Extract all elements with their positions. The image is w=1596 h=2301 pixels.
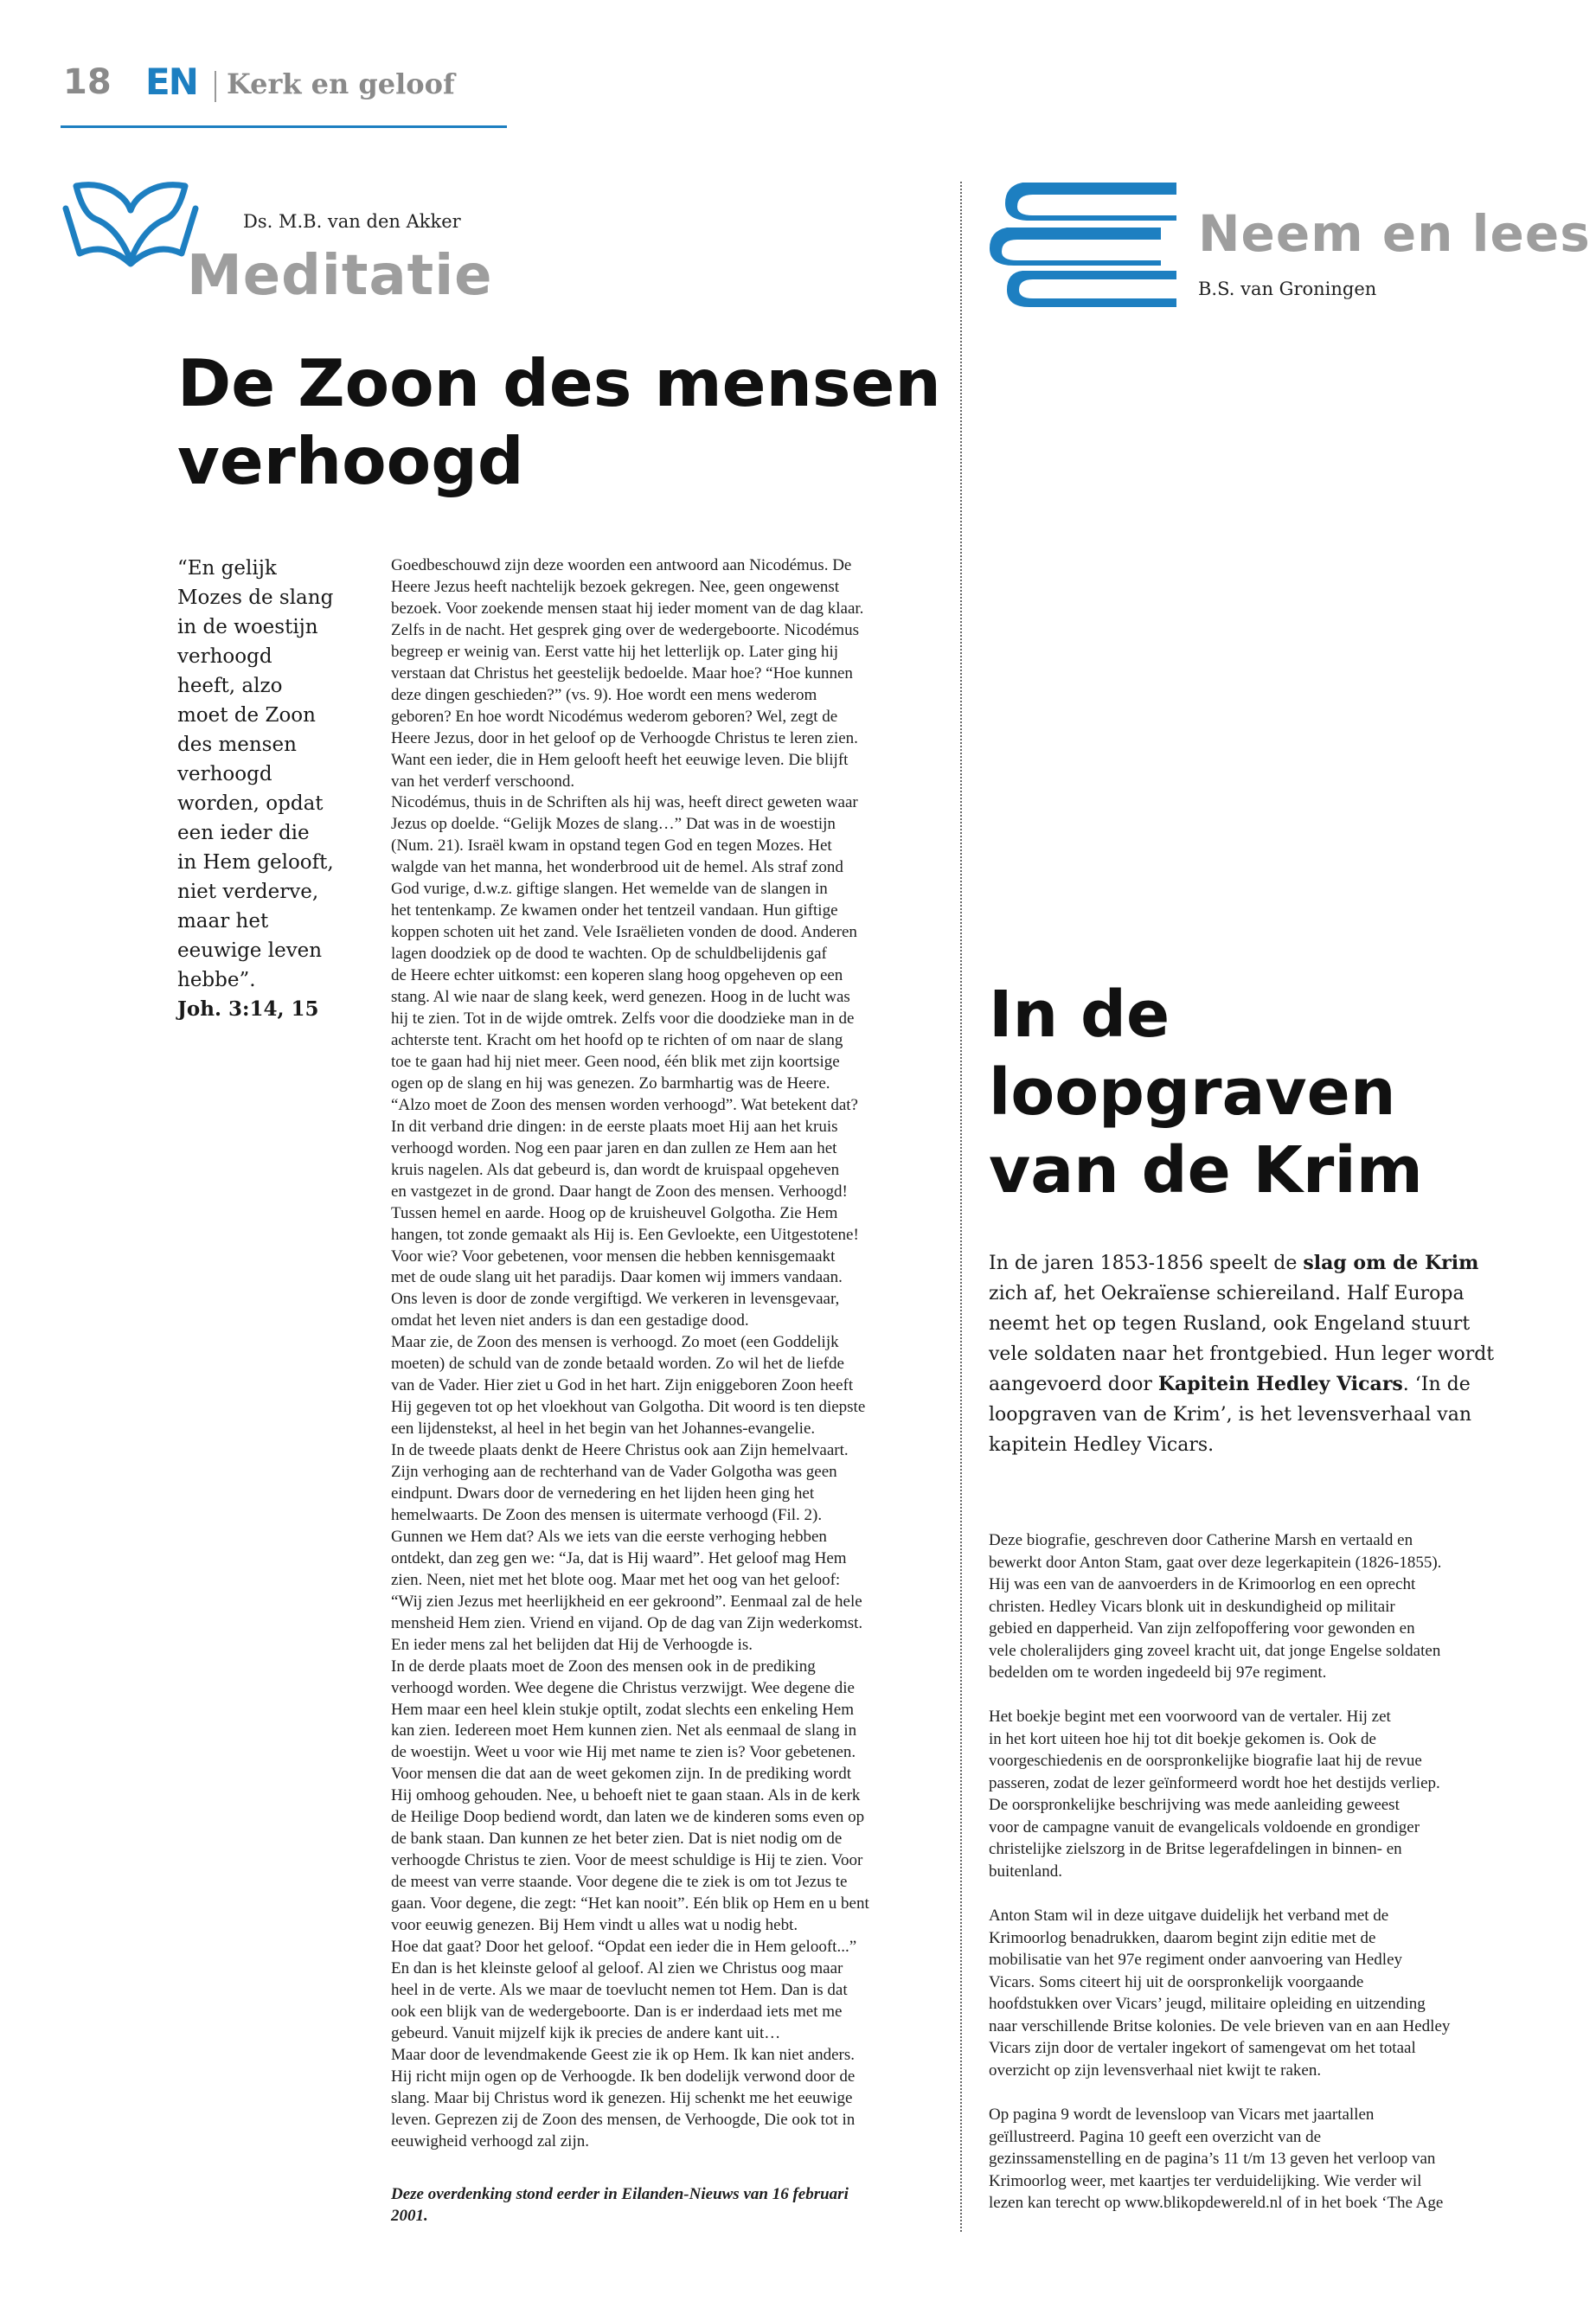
body-line: eeuwigheid verhoogd zal zijn. [391,2131,589,2150]
body-line: geïllustreerd. Pagina 10 geeft een overzicht van de [989,2127,1322,2146]
body-line: ogen op de slang en hij was genezen. Zo barmhartig was de Heere. [391,1074,830,1093]
body-line: En dan is het kleinste geloof al geloof. Al zien we Christus oog maar [391,1958,843,1977]
body-line: voor de campagne vanuit de evangelicals voldoende en grondiger [989,1817,1420,1836]
body-line: Zelfs in de nacht. Het gesprek ging over de wedergeboorte. Nicodémus [391,620,859,639]
body-line: moeten) de schuld van de zonde betaald worden. Zo wil het de liefde [391,1355,844,1374]
body-line: geboren? En hoe wordt Nicodémus wederom geboren? Wel, zegt de [391,707,838,726]
body-line: Jezus op doelde. “Gelijk Mozes de slang…” Dat was in de woestijn [391,815,836,834]
body-line: In de derde plaats moet de Zoon des mensen ook in de prediking [391,1657,816,1676]
body-line: verhoogd worden. Nog een paar jaren en dan zullen ze Hem aan het [391,1138,837,1157]
lead-text: In de jaren 1853-1856 speelt de [989,1253,1304,1274]
body-line: Want een ieder, die in Hem gelooft heeft het eeuwige leven. Die blijft [391,750,849,769]
body-line: gezinssamenstelling en de pagina’s 11 t/m 13 geven het verloop van [989,2150,1436,2168]
quote-line: des mensen [177,734,297,756]
body-line: Hij richt mijn ogen op de Verhoogde. Ik ben dodelijk verwond door de [391,2067,856,2086]
review-paragraph [989,2104,1577,2214]
title-line: In de [989,977,1170,1052]
body-line: hemelwaarts. De Zoon des mensen is uitermate verhoogd (Fil. 2). [391,1505,823,1524]
body-line: buitenland. [989,1862,1062,1881]
body-line: lagen doodziek op de dood te wachten. Op de schuldbelijdenis gaf [391,945,827,964]
body-line: Hem maar een heel klein stukje optilt, zodat slechts een enkeling Hem [391,1700,854,1719]
body-line: in het kort uiteen hoe hij tot dit boekje gekomen is. Ook de [989,1729,1376,1748]
lead-text: kapitein Hedley Vicars. [989,1434,1215,1456]
header-separator [215,71,216,102]
quote-line: heeft, alzo [177,675,283,697]
quote-line: verhoogd [177,763,272,785]
body-line: toe te gaan had hij niet meer. Geen nood, één blik met zijn koortsige [391,1052,840,1071]
body-line: Hoe dat gaat? Door het geloof. “Opdat een ieder die in Hem gelooft...” [391,1938,857,1956]
open-book-heart-icon [61,177,201,272]
body-line: Hij was een van de aanvoerders in de Krimoorlog en een oprecht [989,1575,1416,1593]
body-line: de woestijn. Weet u voor wie Hij met name te zien is? Voor gebetenen. [391,1743,856,1762]
stacked-books-icon [988,177,1183,311]
body-line: Ons leven is door de zonde vergiftigd. We verkeren in levensgevaar, [391,1290,840,1309]
body-line: gaan. Voor degene, die zegt: “Het kan nooit”. Eén blik op Hem en u bent [391,1894,869,1913]
body-line: verhoogde Christus te zien. Voor de meest schuldige is Hij te zien. Voor [391,1851,863,1870]
body-line: de Heilige Doop bediend wordt, dan laten we de kinderen soms even op [391,1808,865,1827]
body-line: leven. Geprezen zij de Zoon des mensen, de Verhoogde, Die ook tot in [391,2110,856,2129]
header-rule [61,125,507,128]
body-line: mobilisatie van het 97e regiment onder aanvoering van Hedley [989,1951,1403,1969]
quote-line: verhoogd [177,645,272,668]
lead-text: . ‘In de [1402,1374,1471,1395]
body-line: Nicodémus, thuis in de Schriften als hij was, heeft direct geweten waar [391,793,858,812]
title-line: van de Krim [989,1133,1423,1208]
body-line: verhoogd worden. Wee degene die Christus verzwijgt. Wee degene die [391,1678,855,1697]
review-author: B.S. van Groningen [1198,279,1377,299]
quote-line: moet de Zoon [177,704,316,727]
body-line: bezoek. Voor zoekende mensen staat hij ieder moment van de dag klaar. [391,599,864,618]
meditation-kicker: Meditatie [187,244,493,308]
body-line: het tentenkamp. Ze kwamen onder het tentzeil vandaan. Hun giftige [391,901,838,920]
quote-line: eeuwige leven [177,939,323,962]
body-line: Vicars zijn door de vertaler ingekort of samengevat om het totaal [989,2039,1416,2057]
page-number: 18 [63,62,112,102]
lead-line [989,1279,1560,1309]
body-line: met de oude slang uit het paradijs. Daar komen wij immers vandaan. [391,1268,843,1287]
title-line: De Zoon des mensen [177,345,941,421]
quote-line: hebbe”. [177,969,256,991]
body-line: Tussen hemel en aarde. Hoog op de kruisheuvel Golgotha. Zie Hem [391,1203,838,1222]
body-line: De oorspronkelijke beschrijving was mede aanleiding geweest [989,1796,1400,1814]
body-line: gebeurd. Vanuit mijzelf kijk ik precies de andere kant uit… [391,2023,781,2042]
body-line: Maar zie, de Zoon des mensen is verhoogd. Zo moet (een Goddelijk [391,1333,839,1352]
body-line: gebied en dapperheid. Van zijn zelfopoffering voor gewonden en [989,1619,1415,1638]
body-line: omdat het leven niet anders is dan een gestadige dood. [391,1311,749,1330]
lead-line [989,1339,1560,1369]
body-line: Heere Jezus, door in het geloof op de Verhoogde Christus te leren zien. [391,728,858,747]
body-line: In dit verband drie dingen: in de eerste plaats moet Hij aan het kruis [391,1117,838,1136]
body-line: Krimoorlog benadrukken, daarom begint zijn editie met de [989,1928,1376,1947]
body-line: Gunnen we Hem dat? Als we iets van die eerste verhoging hebben [391,1527,827,1546]
body-line: voorgeschiedenis en de oorspronkelijke biografie laat hij de revue [989,1752,1422,1770]
lead-text: loopgraven van de Krim’, is het levensverhaal van [989,1404,1471,1426]
lead-text: zich af, het Oekraïense schiereiland. Half Europa [989,1283,1465,1304]
body-line: een lijdenstekst, al heel in het begin van het Johannes-evangelie. [391,1420,816,1439]
lead-text: vele soldaten naar het frontgebied. Hun leger wordt [989,1343,1495,1365]
body-line: de Heere echter uitkomst: een koperen slang hoog opgeheven op een [391,966,843,985]
body-line: deze dingen geschieden?” (vs. 9). Hoe wordt een mens wederom [391,685,817,704]
lead-emphasis: slag om de Krim [1303,1252,1479,1274]
body-line: eindpunt. Dwars door de vernedering en het lijden heen ging het [391,1484,815,1503]
lead-line [989,1369,1560,1400]
review-paragraph [989,1905,1577,2081]
body-line: naar verschillende Britse kolonies. De vele brieven van en aan Hedley [989,2016,1451,2035]
body-line: hoofdstukken over Vicars’ jeugd, militaire opleiding en uitzending [989,1995,1426,2013]
body-line: En ieder mens zal het belijden dat Hij de Verhoogde is. [391,1635,753,1654]
quote-line: niet verderve, [177,881,319,903]
body-line: ook een blijk van de wedergeboorte. Dan is er inderdaad iets met me [391,2002,843,2021]
body-line: Vicars. Soms citeert hij uit de oorspronkelijk voorgaande [989,1972,1364,1991]
body-line: de bank staan. Dan kunnen ze het beter zien. Dat is niet nodig om de [391,1830,843,1849]
body-line: vele choleralijders ging zoveel kracht uit, dat jonge Engelse soldaten [989,1641,1441,1660]
column-divider [960,182,962,2232]
title-line: loopgraven [989,1055,1396,1130]
body-line: passeren, zodat de lezer geïnformeerd wordt hoe het destijds verliep. [989,1773,1440,1792]
body-line: koppen schoten uit het zand. Vele Israëlieten vonden de dood. Anderen [391,923,857,942]
body-line: stang. Al wie naar de slang keek, werd genezen. Hoog in de lucht was [391,988,850,1007]
lead-text: aangevoerd door [989,1374,1158,1395]
body-line: Het boekje begint met een voorwoord van de vertaler. Hij zet [989,1708,1391,1726]
quote-line: Mozes de slang [177,586,334,609]
body-line: Op pagina 9 wordt de levensloop van Vicars met jaartallen [989,2106,1375,2124]
body-line: hij te zien. Tot in de wijde omtrek. Zelfs voor die doodzieke man in de [391,1009,855,1029]
body-line: Zijn verhoging aan de rechterhand van de Vader Golgotha was geen [391,1463,837,1482]
body-line: van het verderf verschoond. [391,772,575,791]
body-line: mensheid Hem zien. Vriend en vijand. Op de dag van Zijn wederkomst. [391,1613,863,1632]
body-line: (Num. 21). Israël kwam in opstand tegen God en tegen Mozes. Het [391,836,832,856]
body-line: de meest van verre staande. Voor degene die te ziek is om tot Jezus te [391,1873,848,1892]
body-line: hangen, tot zonde gemaakt als Hij is. Een Gevloekte, een Uitgestotene! [391,1225,859,1244]
body-line: Maar door de levendmakende Geest zie ik op Hem. Ik kan niet anders. [391,2045,856,2064]
body-line: Heere Jezus heeft nachtelijk bezoek gekregen. Nee, geen ongewenst [391,577,840,596]
body-line: bewerkt door Anton Stam, gaat over deze legerkapitein (1826-1855). [989,1553,1442,1572]
meditation-footnote [391,2183,932,2227]
body-line: Anton Stam wil in deze uitgave duidelijk het verband met de [989,1907,1389,1925]
body-line: en vastgezet in de grond. Daar hangt de Zoon des mensen. Verhoogd! [391,1182,848,1201]
meditation-body [391,555,932,2153]
lead-emphasis: Kapitein Hedley Vicars [1157,1373,1403,1395]
body-line: God vurige, d.w.z. giftige slangen. Het wemelde van de slangen in [391,880,828,899]
lead-line [989,1309,1560,1339]
title-line: verhoogd [177,423,524,499]
quote-line: een ieder die [177,822,310,844]
body-line: voor eeuwig genezen. Bij Hem vindt u alles wat u nodig hebt. [391,1916,798,1935]
quote-line: maar het [177,910,269,933]
lead-text: neemt het op tegen Rusland, ook Engeland stuurt [989,1313,1471,1335]
footnote-line: Deze overdenking stond eerder in Eilanden-Nieuws van 16 februari [391,2185,849,2203]
meditation-author: Ds. M.B. van den Akker [243,211,461,232]
bible-quote [177,554,346,1024]
body-line: Krimoorlog weer, met kaartjes ter verduidelijking. Wie verder wil [989,2171,1422,2190]
body-line: Hij omhoog gehouden. Nee, u behoeft niet te gaan staan. Als in de kerk [391,1786,861,1805]
body-line: christen. Hedley Vicars blonk uit in deskundigheid op militair [989,1597,1395,1616]
body-line: achterste tent. Kracht om het hoofd op te richten of om naar de slang [391,1030,843,1049]
review-paragraph [989,1706,1577,1882]
body-line: Voor mensen die dat aan de weet gekomen zijn. In de prediking wordt [391,1765,852,1784]
body-line: “Alzo moet de Zoon des mensen worden verhoogd”. Wat betekent dat? [391,1095,858,1114]
lead-line [989,1400,1560,1430]
body-line: Goedbeschouwd zijn deze woorden een antwoord aan Nicodémus. De [391,556,852,574]
body-line: heel in de verte. Als we maar de toevlucht nemen tot Hem. Dan is dat [391,1980,848,1999]
meditation-title [177,344,956,500]
section-title: Kerk en geloof [227,67,455,100]
body-line: Hij gegeven tot op het vloekhout van Golgotha. Dit woord is ten diepste [391,1398,866,1417]
body-line: kan zien. Iedereen moet Hem kunnen zien. Net als eenmaal de slang in [391,1721,857,1740]
body-line: ontdekt, dan zeg gen we: “Ja, dat is Hij waard”. Het geloof mag Hem [391,1548,847,1567]
body-line: Deze biografie, geschreven door Catherine Marsh en vertaald en [989,1531,1413,1549]
quote-line: in de woestijn [177,616,318,638]
body-line: kruis nagelen. Als dat gebeurd is, dan wordt de kruispaal opgeheven [391,1160,840,1179]
brand-logo: EN [145,61,197,103]
review-title [989,976,1577,1209]
body-line: “Wij zien Jezus met heerlijkheid en eer gekroond”. Eenmaal zal de hele [391,1592,862,1611]
body-line: Voor wie? Voor gebetenen, voor mensen die hebben kennisgemaakt [391,1247,836,1266]
quote-line: worden, opdat [177,792,324,815]
body-line: In de tweede plaats denkt de Heere Christus ook aan Zijn hemelvaart. [391,1441,849,1460]
review-paragraph [989,1529,1577,1684]
lead-line [989,1248,1560,1279]
body-line: verstaan dat Christus het geestelijk bedoelde. Maar hoe? “Hoe kunnen [391,663,853,683]
review-lead [989,1248,1560,1460]
body-line: lezen kan terecht op www.blikopdewereld.nl of in het boek ‘The Age [989,2194,1444,2212]
body-line: van de Vader. Hier ziet u God in het hart. Zijn eniggeboren Zoon heeft [391,1376,854,1395]
body-line: overzicht op zijn levensverhaal niet kwijt te raken. [989,2061,1322,2080]
body-line: slang. Maar bij Christus word ik genezen. Hij schenkt me het eeuwige [391,2088,853,2107]
body-line: bedelden om te worden ingedeeld bij 97e regiment. [989,1663,1327,1682]
body-line: walgde van het manna, het wonderbrood uit de hemel. Als straf zond [391,858,843,877]
body-line: begreep er weinig van. Eerst vatte hij het letterlijk op. Later ging hij [391,642,839,661]
lead-line [989,1430,1560,1460]
body-line: christelijke zielszorg in de Britse legerafdelingen in binnen- en [989,1840,1402,1858]
quote-line: in Hem gelooft, [177,851,334,874]
body-line: zien. Neen, niet met het blote oog. Maar met het oog van het geloof: [391,1570,841,1589]
quote-reference: Joh. 3:14, 15 [177,997,319,1021]
footnote-line: 2001. [391,2207,428,2225]
review-kicker: Neem en lees [1198,204,1591,263]
quote-line: “En gelijk [177,557,277,580]
